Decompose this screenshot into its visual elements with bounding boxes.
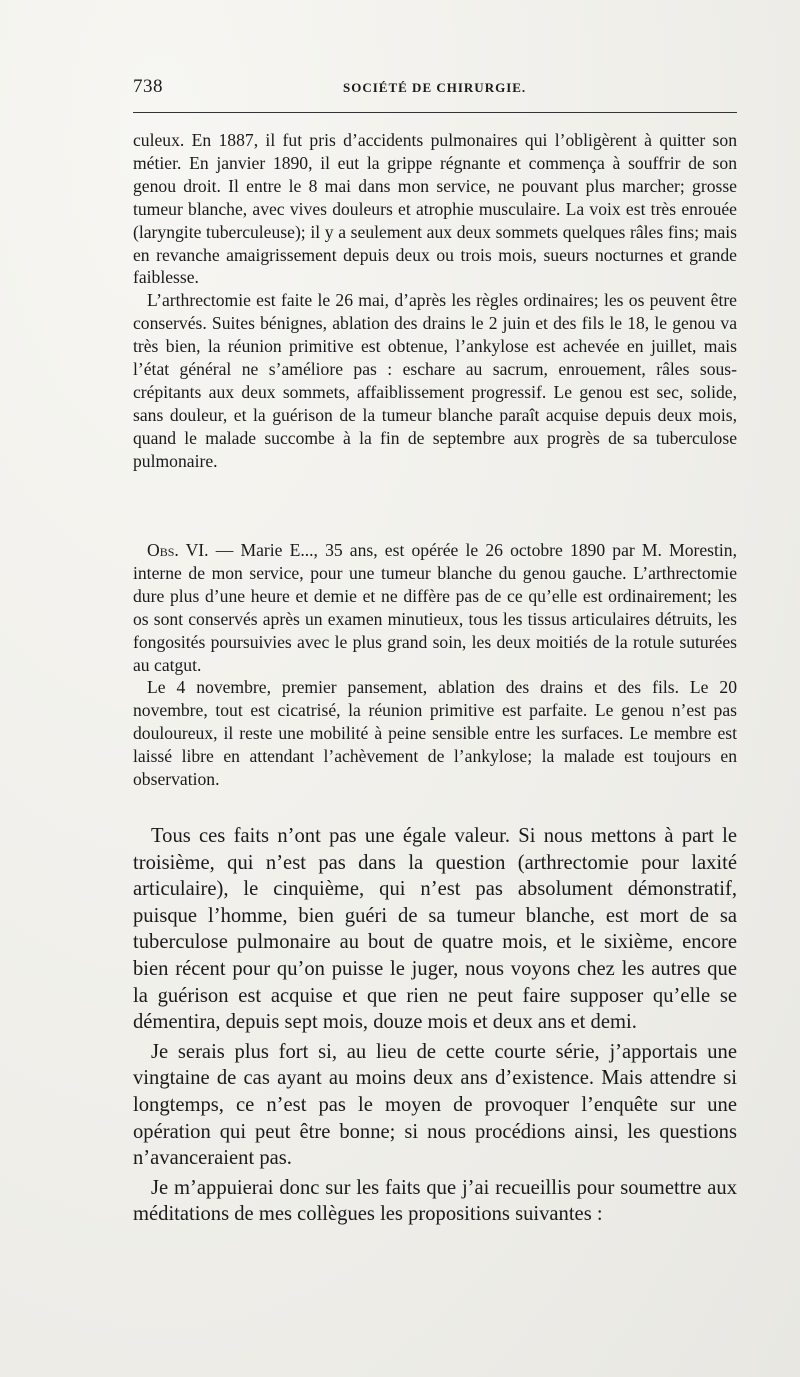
header-rule (133, 112, 737, 113)
case-v-history-paragraph: culeux. En 1887, il fut pris d’accidents pulmonaires qui l’obligèrent à quitter son métier. En janvier 1890, il eut la grippe régnante et commença à souffrir de son genou droit. Il entre le 8 mai dans mon service, ne pouvant plus marcher; grosse tumeur blanche, avec vives douleurs et atrophie musculaire. La voix est très enrouée (laryngite tuberculeuse); il y a seulement aux deux sommets quelques râles fins; mais en revanche amaigrissement depuis deux ou trois mois, sueurs nocturnes et grande faiblesse. (133, 130, 737, 288)
page-header (133, 76, 737, 100)
discussion-paragraph-2: Je serais plus fort si, au lieu de cette courte série, j’apportais une vingtaine de cas ayant au moins deux ans d’existence. Mais attendre si longtemps, ce n’est pas le moyen de provoquer l’enquête sur une opération qui peut être bonne; si nous procédions ainsi, les questions n’avanceraient pas. (133, 1040, 737, 1170)
case-v-text (133, 129, 737, 473)
discussion-paragraph-3: Je m’appuierai donc sur les faits que j’ai recueillis pour soumettre aux méditations de mes collègues les propositions suivantes : (133, 1176, 737, 1226)
observation-label: Obs. VI. (147, 540, 209, 560)
case-vi-operation-text: — Marie E..., 35 ans, est opérée le 26 octobre 1890 par M. Morestin, interne de mon service, pour une tumeur blanche du genou gauche. L’arthrectomie dure plus d’une heure et demie et ne diffère pas de ce qu’elle est ordinairement; les os sont conservés après un examen minutieux, tous les tissus articulaires détruits, les fongosités poursuivies avec le plus grand soin, les deux moitiés de la rotule suturées au catgut. (133, 540, 738, 675)
discussion-text (133, 823, 737, 1231)
case-vi-text (133, 539, 737, 791)
case-vi-operation-paragraph (133, 539, 737, 676)
page-number: 738 (133, 76, 163, 97)
case-v-operation-paragraph: L’arthrectomie est faite le 26 mai, d’après les règles ordinaires; les os peuvent être conservés. Suites bénignes, ablation des drains le 2 juin et des fils le 18, le genou va très bien, la réunion primitive est obtenue, l’ankylose est achevée en juillet, mais l’état général ne s’améliore pas : eschare au sacrum, enrouement, râles sous-crépitants aux deux sommets, affaiblissement progressif. Le genou est sec, solide, sans douleur, et la guérison de la tumeur blanche paraît acquise depuis deux mois, quand le malade succombe à la fin de septembre aux progrès de sa tuberculose pulmonaire. (133, 290, 737, 471)
case-vi-followup-paragraph: Le 4 novembre, premier pansement, ablation des drains et des fils. Le 20 novembre, tout est cicatrisé, la réunion primitive est parfaite. Le genou n’est pas douloureux, il reste une mobilité à peine sensible entre les surfaces. Le membre est laissé libre en attendant l’achèvement de l’ankylose; la malade est toujours en observation. (133, 677, 737, 790)
discussion-paragraph-1: Tous ces faits n’ont pas une égale valeur. Si nous mettons à part le troisième, qui n’est pas dans la question (arthrectomie pour laxité articulaire), le cinquième, qui n’est pas absolument démonstratif, puisque l’homme, bien guéri de sa tumeur blanche, est mort de sa tuberculose pulmonaire au bout de quatre mois, et le sixième, encore bien récent pour qu’on puisse le juger, nous voyons chez les autres que la guérison est acquise et que rien ne peut faire supposer qu’elle se démentira, depuis sept mois, douze mois et deux ans et demi. (133, 825, 737, 1034)
running-head: SOCIÉTÉ DE CHIRURGIE. (343, 80, 527, 95)
